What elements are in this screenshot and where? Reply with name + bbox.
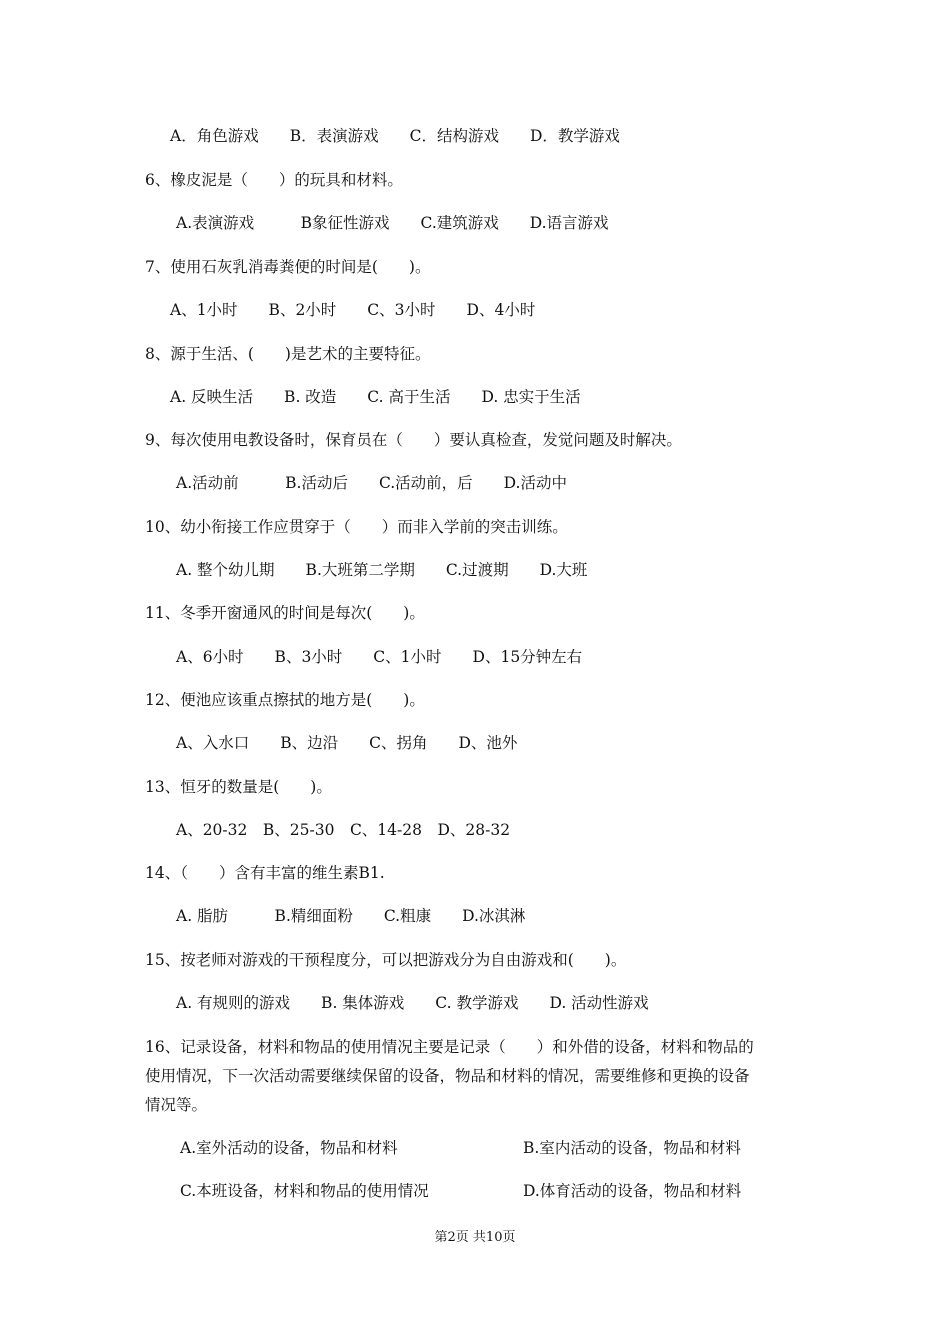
- q16-option-b: B.室内活动的设备，物品和材料: [523, 1139, 741, 1157]
- question-10: 10、幼小衔接工作应贯穿于（ ）而非入学前的突击训练。: [145, 518, 568, 536]
- question-13: 13、恒牙的数量是( )。: [145, 778, 332, 796]
- q8-options: A. 反映生活 B. 改造 C. 高于生活 D. 忠实于生活: [170, 388, 581, 406]
- question-7: 7、使用石灰乳消毒粪便的时间是( )。: [145, 258, 431, 276]
- q11-options: A、6小时 B、3小时 C、1小时 D、15分钟左右: [176, 648, 583, 666]
- question-14: 14、（ ）含有丰富的维生素B1.: [145, 864, 385, 882]
- question-16-line-1: 16、记录设备，材料和物品的使用情况主要是记录（ ）和外借的设备，材料和物品的: [145, 1038, 754, 1056]
- question-11: 11、冬季开窗通风的时间是每次( )。: [145, 604, 425, 622]
- q16-option-a: A.室外活动的设备，物品和材料: [180, 1139, 398, 1157]
- q12-options: A、入水口 B、边沿 C、拐角 D、池外: [176, 734, 518, 752]
- question-15: 15、按老师对游戏的干预程度分，可以把游戏分为自由游戏和( )。: [145, 951, 627, 969]
- question-6: 6、橡皮泥是（ ）的玩具和材料。: [145, 171, 403, 189]
- q14-options: A. 脂肪 B.精细面粉 C.粗康 D.冰淇淋: [176, 907, 526, 925]
- q16-option-c: C.本班设备，材料和物品的使用情况: [180, 1182, 429, 1200]
- q15-options: A. 有规则的游戏 B. 集体游戏 C. 教学游戏 D. 活动性游戏: [176, 994, 649, 1012]
- q6-options: A.表演游戏 B象征性游戏 C.建筑游戏 D.语言游戏: [176, 214, 609, 232]
- question-16-line-2: 使用情况，下一次活动需要继续保留的设备，物品和材料的情况，需要维修和更换的设备: [145, 1067, 750, 1085]
- q7-options: A、1小时 B、2小时 C、3小时 D、4小时: [170, 301, 536, 319]
- q13-options: A、20-32 B、25-30 C、14-28 D、28-32: [176, 821, 511, 839]
- question-16-line-3: 情况等。: [145, 1096, 208, 1114]
- question-9: 9、每次使用电教设备时，保育员在（ ）要认真检查，发觉问题及时解决。: [145, 431, 682, 449]
- page-number: 第2页 共10页: [434, 1230, 516, 1245]
- q5-options: A．角色游戏 B．表演游戏 C．结构游戏 D．教学游戏: [170, 127, 620, 145]
- question-12: 12、便池应该重点擦拭的地方是( )。: [145, 691, 425, 709]
- q16-option-d: D.体育活动的设备，物品和材料: [523, 1182, 742, 1200]
- q9-options: A.活动前 B.活动后 C.活动前，后 D.活动中: [176, 474, 567, 492]
- q10-options: A. 整个幼儿期 B.大班第二学期 C.过渡期 D.大班: [176, 561, 588, 579]
- question-8: 8、源于生活、( )是艺术的主要特征。: [145, 345, 431, 363]
